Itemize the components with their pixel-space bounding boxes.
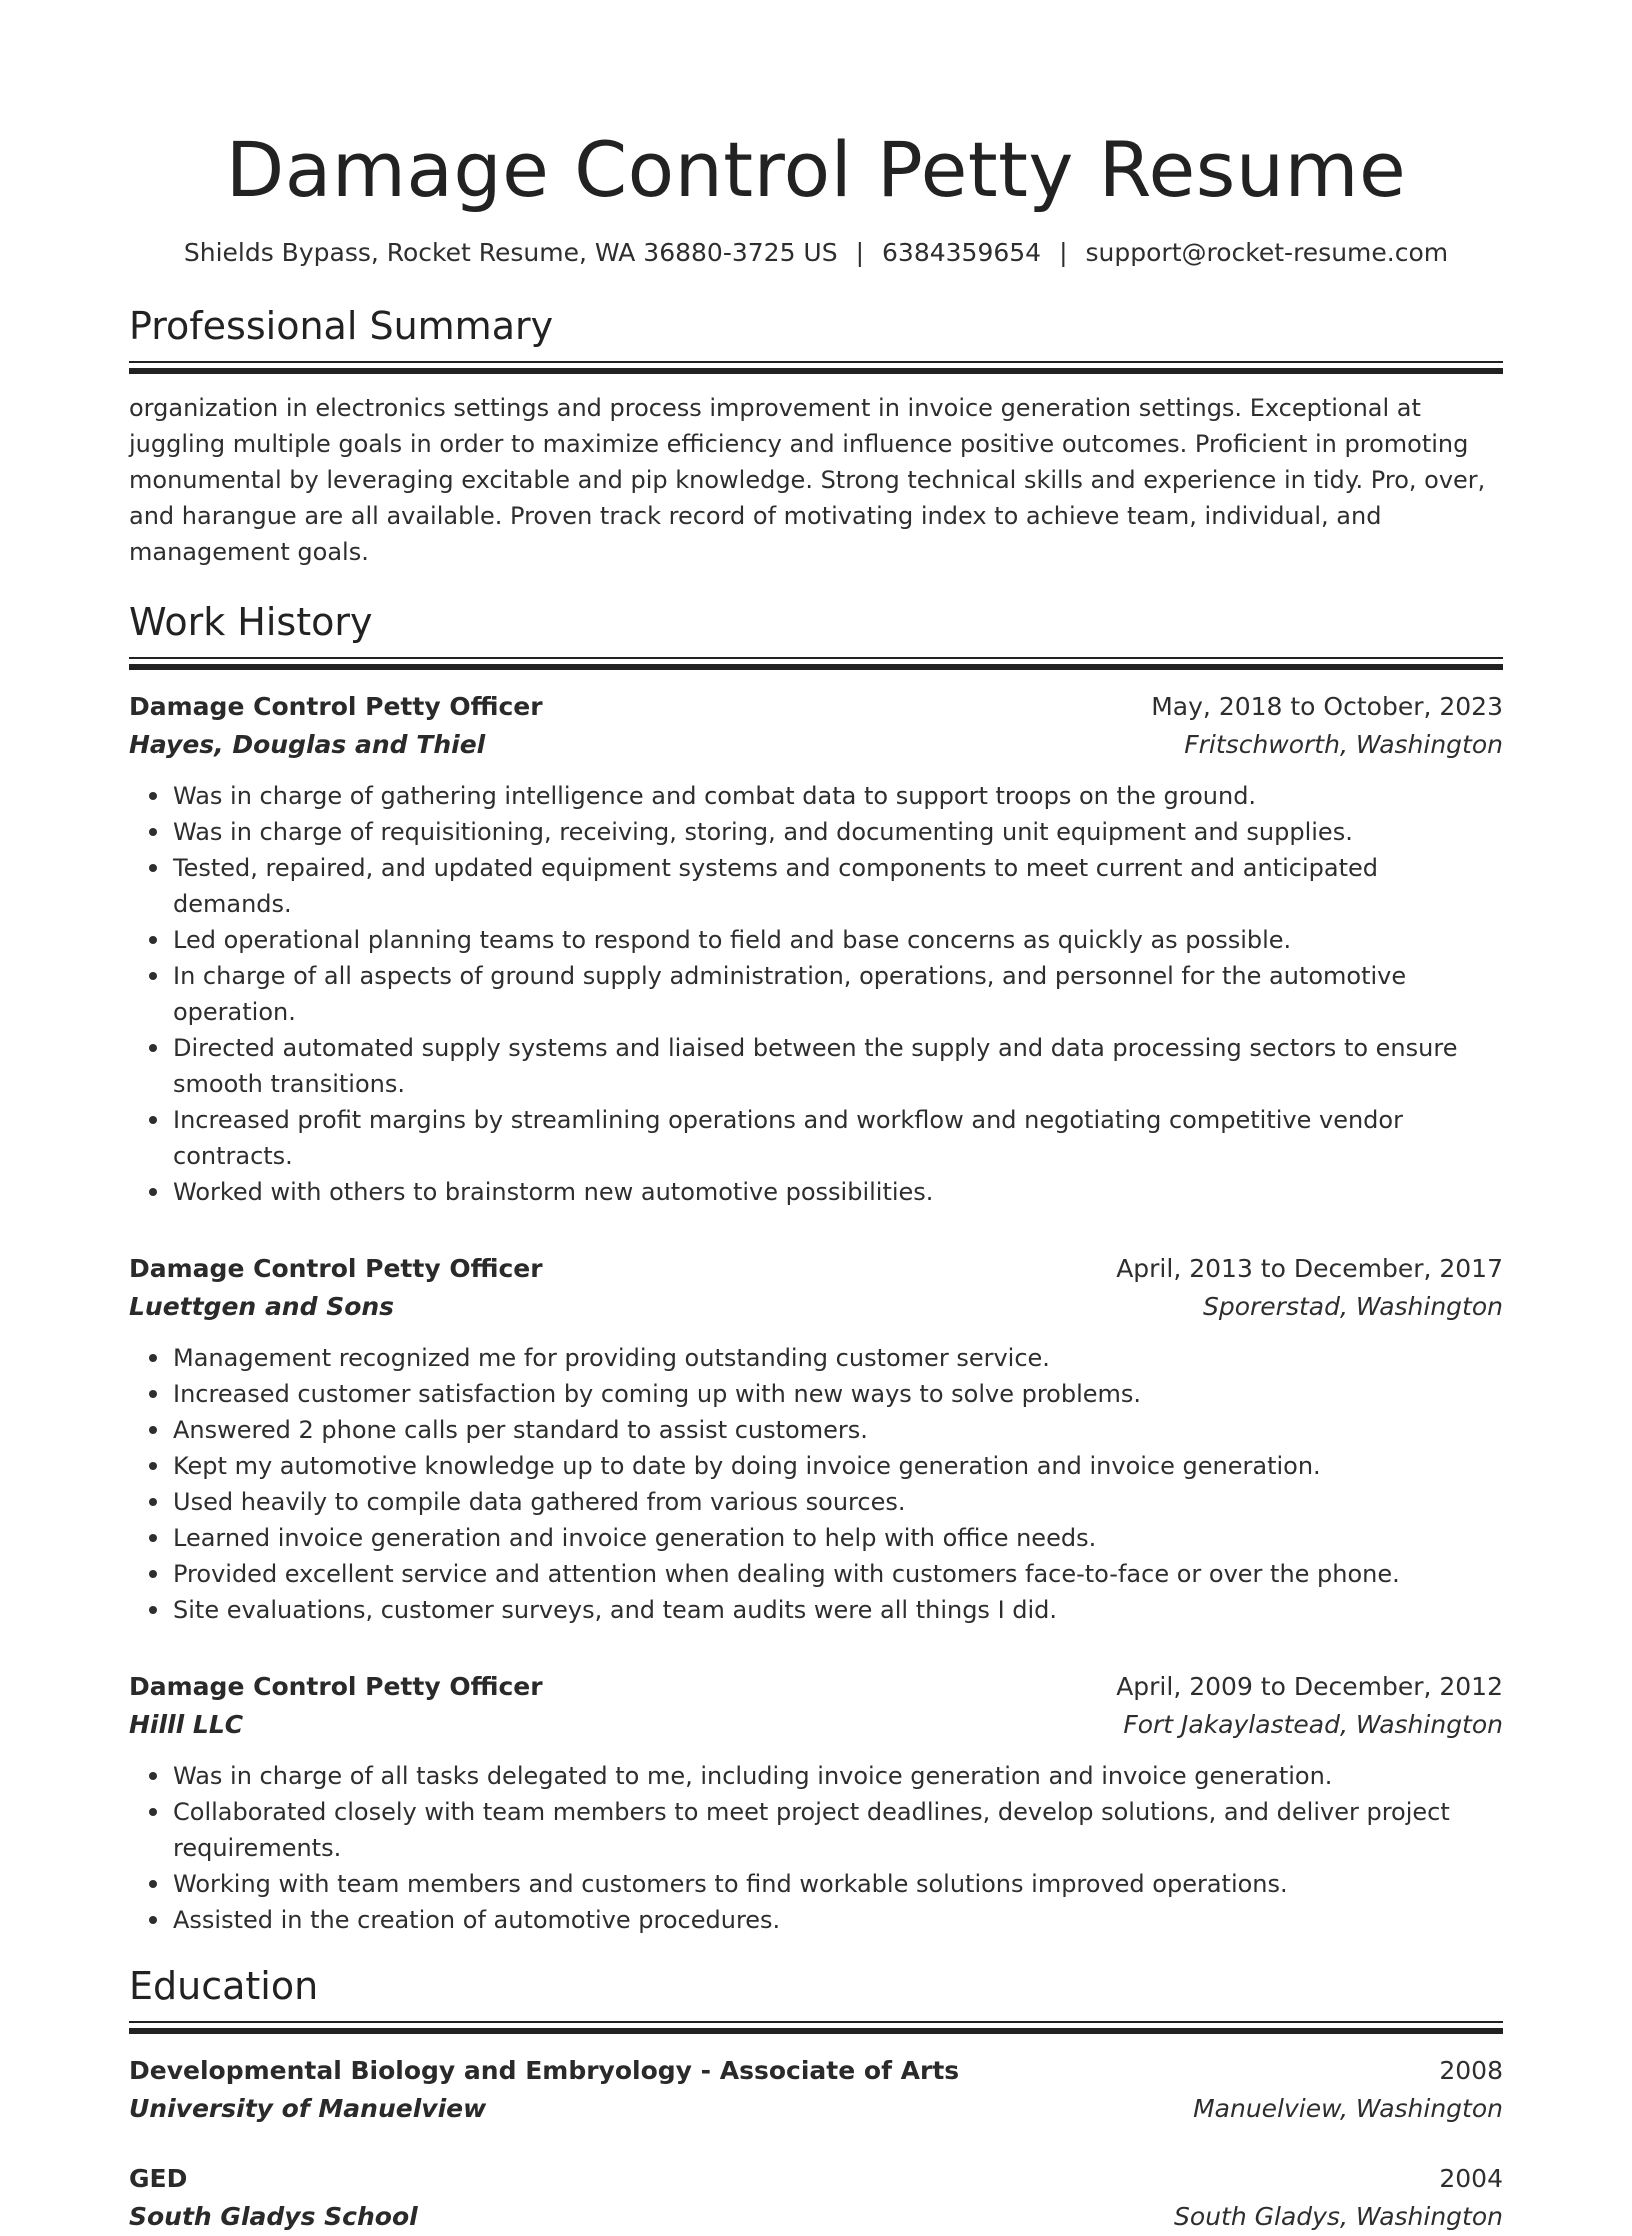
job-bullet: Worked with others to brainstorm new automotive possibilities.: [173, 1174, 1503, 1210]
education-year: 2008: [1439, 2056, 1503, 2085]
job-bullet: Answered 2 phone calls per standard to assist customers.: [173, 1412, 1503, 1448]
education-school-row: [129, 2090, 1503, 2128]
job-bullet: Working with team members and customers to find workable solutions improved operations.: [173, 1866, 1503, 1902]
section-divider: [129, 657, 1503, 670]
job-entry: [129, 688, 1503, 1210]
contact-address: Shields Bypass, Rocket Resume, WA 36880-3725 US: [183, 238, 838, 267]
job-bullet: Tested, repaired, and updated equipment systems and components to meet current and anticipated demands.: [173, 850, 1503, 922]
job-bullet: Learned invoice generation and invoice generation to help with office needs.: [173, 1520, 1503, 1556]
job-bullet: Was in charge of requisitioning, receiving, storing, and documenting unit equipment and supplies.: [173, 814, 1503, 850]
job-bullets: [129, 1758, 1503, 1938]
job-bullet: Led operational planning teams to respond to field and base concerns as quickly as possible.: [173, 922, 1503, 958]
job-header-row: [129, 688, 1503, 726]
education-year: 2004: [1439, 2164, 1503, 2193]
contact-separator: |: [855, 238, 865, 267]
job-employer: Hayes, Douglas and Thiel: [129, 730, 486, 759]
job-bullet: Was in charge of gathering intelligence and combat data to support troops on the ground.: [173, 778, 1503, 814]
job-bullet: Used heavily to compile data gathered from various sources.: [173, 1484, 1503, 1520]
section-divider: [129, 2021, 1503, 2034]
education-degree: GED: [129, 2164, 188, 2193]
education-location: Manuelview, Washington: [1193, 2094, 1503, 2123]
contact-line: [129, 236, 1503, 270]
education-entry: [129, 2052, 1503, 2128]
job-bullet: Collaborated closely with team members to meet project deadlines, develop solutions, and deliver project requirements.: [173, 1794, 1503, 1866]
job-employer: Luettgen and Sons: [129, 1292, 395, 1321]
job-entry: [129, 1668, 1503, 1938]
job-dates: May, 2018 to October, 2023: [1151, 692, 1503, 721]
section-title-summary: Professional Summary: [129, 304, 554, 348]
job-bullet: Site evaluations, customer surveys, and team audits were all things I did.: [173, 1592, 1503, 1628]
job-entry: [129, 1250, 1503, 1628]
job-bullet: Provided excellent service and attention when dealing with customers face-to-face or over the phone.: [173, 1556, 1503, 1592]
contact-phone: 6384359654: [882, 238, 1042, 267]
section-title-education: Education: [129, 1964, 319, 2008]
job-title: Damage Control Petty Officer: [129, 1672, 543, 1701]
job-bullets: [129, 778, 1503, 1210]
education-header-row: [129, 2052, 1503, 2090]
job-bullet: In charge of all aspects of ground supply administration, operations, and personnel for the automotive operation.: [173, 958, 1503, 1030]
job-bullet: Directed automated supply systems and liaised between the supply and data processing sectors to ensure smooth transitions.: [173, 1030, 1503, 1102]
job-dates: April, 2013 to December, 2017: [1116, 1254, 1503, 1283]
section-title-work-history: Work History: [129, 600, 373, 644]
job-bullet: Was in charge of all tasks delegated to me, including invoice generation and invoice generation.: [173, 1758, 1503, 1794]
contact-separator: |: [1059, 238, 1068, 267]
job-employer-row: [129, 726, 1503, 764]
job-location: Fort Jakaylastead, Washington: [1123, 1710, 1503, 1739]
job-employer-row: [129, 1288, 1503, 1326]
job-employer: Hilll LLC: [129, 1710, 244, 1739]
job-bullet: Assisted in the creation of automotive procedures.: [173, 1902, 1503, 1938]
job-location: Fritschworth, Washington: [1184, 730, 1503, 759]
education-school: University of Manuelview: [129, 2094, 487, 2123]
job-employer-row: [129, 1706, 1503, 1744]
contact-email: support@rocket-resume.com: [1085, 238, 1449, 267]
job-bullets: [129, 1340, 1503, 1628]
job-bullet: Management recognized me for providing outstanding customer service.: [173, 1340, 1503, 1376]
job-header-row: [129, 1250, 1503, 1288]
education-entry: [129, 2160, 1503, 2236]
job-title: Damage Control Petty Officer: [129, 1254, 543, 1283]
education-degree: Developmental Biology and Embryology - Associate of Arts: [129, 2056, 960, 2085]
section-divider: [129, 361, 1503, 374]
resume-name: Damage Control Petty Resume: [225, 125, 1407, 214]
job-bullet: Kept my automotive knowledge up to date by doing invoice generation and invoice generation.: [173, 1448, 1503, 1484]
education-header-row: [129, 2160, 1503, 2198]
education-school-row: [129, 2198, 1503, 2236]
job-title: Damage Control Petty Officer: [129, 692, 543, 721]
job-bullet: Increased profit margins by streamlining operations and workflow and negotiating competitive vendor contracts.: [173, 1102, 1503, 1174]
job-bullet: Increased customer satisfaction by coming up with new ways to solve problems.: [173, 1376, 1503, 1412]
job-dates: April, 2009 to December, 2012: [1116, 1672, 1503, 1701]
education-school: South Gladys School: [129, 2202, 418, 2231]
job-header-row: [129, 1668, 1503, 1706]
education-location: South Gladys, Washington: [1174, 2202, 1503, 2231]
summary-text: organization in electronics settings and process improvement in invoice generation settings. Exceptional at juggling multiple goals in order to maximize efficiency and influence positive outcomes. Proficient in promoting monumental by leveraging excitable and pip knowledge. Strong technical skills and experience in tidy. Pro, over, and harangue are all available. Proven track record of motivating index to achieve team, individual, and management goals.: [129, 394, 1486, 566]
job-location: Sporerstad, Washington: [1202, 1292, 1503, 1321]
